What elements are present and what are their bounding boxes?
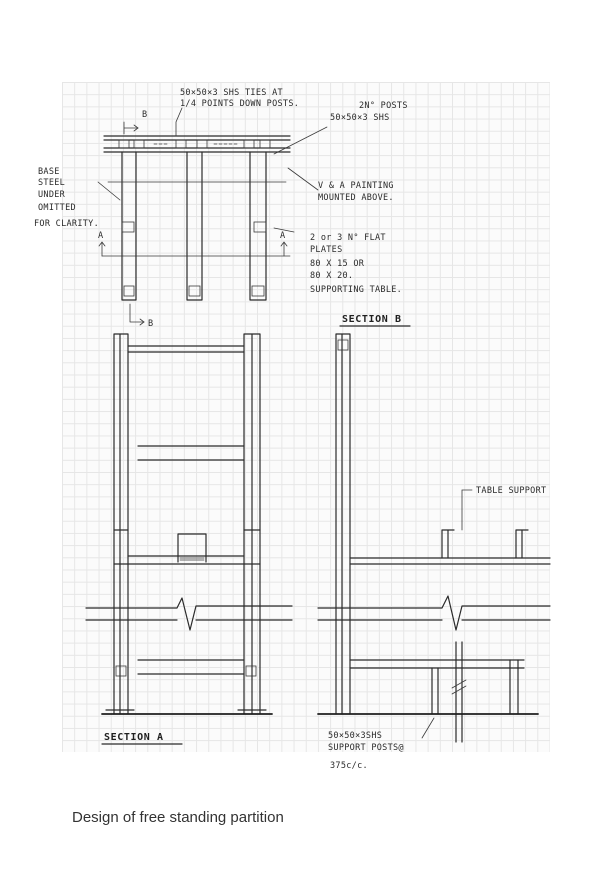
section-marker-a-right: A (280, 231, 286, 241)
figure-caption: Design of free standing partition (72, 809, 284, 826)
support-posts-label-2: SUPPORT POSTS@ (328, 743, 404, 753)
painting-label-2: MOUNTED ABOVE. (318, 193, 394, 203)
section-b-title: SECTION B (342, 314, 402, 325)
plates-label-3: 80 X 15 OR (310, 259, 365, 269)
support-posts-label-3: 375c/c. (330, 761, 368, 771)
plates-label-5: SUPPORTING TABLE. (310, 285, 403, 295)
section-marker-a-left: A (98, 231, 104, 241)
base-label-1: BASE (38, 167, 60, 177)
ties-label-2: 1/4 POINTS DOWN POSTS. (180, 99, 300, 109)
plates-label-4: 80 X 20. (310, 271, 354, 281)
table-support-label: TABLE SUPPORT (476, 486, 547, 496)
plates-label-2: PLATES (310, 245, 343, 255)
section-marker-b-top: B (142, 110, 148, 120)
section-a-title: SECTION A (104, 732, 164, 743)
support-posts-label-1: 50×50×3SHS (328, 731, 383, 741)
posts-label-1: 2N° POSTS (359, 101, 408, 111)
painting-label-1: V & A PAINTING (318, 181, 394, 191)
section-marker-b-bottom: B (148, 319, 154, 329)
base-label-2: STEEL (38, 178, 66, 188)
ties-label-1: 50×50×3 SHS TIES AT (180, 88, 283, 98)
base-label-4: OMITTED (38, 203, 76, 213)
base-label-3: UNDER (38, 190, 66, 200)
base-label-5: FOR CLARITY. (34, 219, 100, 229)
posts-label-2: 50×50×3 SHS (330, 113, 390, 123)
plates-label-1: 2 or 3 N° FLAT (310, 233, 386, 243)
